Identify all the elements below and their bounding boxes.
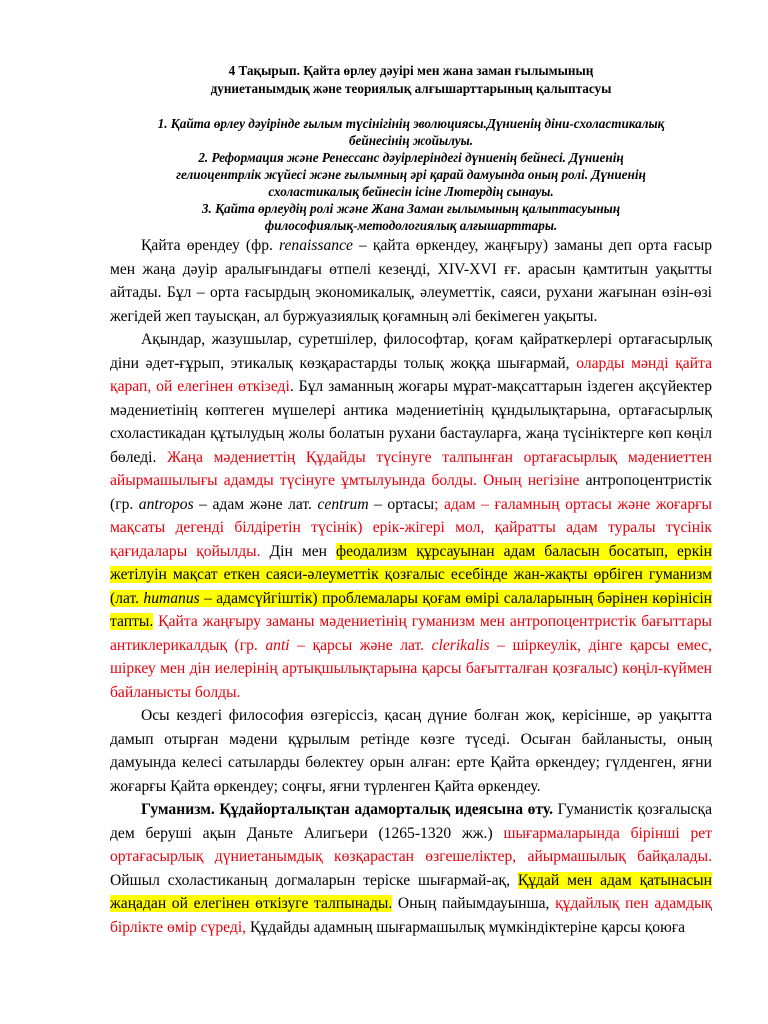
outline-line: 3. Қайта өрлеудің ролі және Жана Заман ғылымының қалыптасуының — [201, 201, 621, 216]
paragraph-3 — [110, 704, 712, 798]
red-italic-term: clerikalis — [431, 636, 490, 654]
red-italic-term: anti — [265, 636, 290, 654]
outline-line: гелиоцентрлік жүйесі және ғылымның әрі қарай дамуында оның ролі. Дүниенің — [176, 167, 646, 182]
text-run: . Бұл заманның жоғары мұрат-мақсаттарын іздеген ақсүйектер мәдениетінің көптеген мүшелері антика мәдениетінің құндылықтарына, ортағасырлық схоластикадан құтылудың жолы болатын рухани бастауларға, жаңа түсініктерге көп көңіл бөледі. — [110, 378, 713, 466]
red-text: оларды мәнді қайта қарап, ой елегінен өткізеді — [110, 354, 712, 395]
text-run: – ортасы — [368, 495, 435, 513]
italic-term: renaissance — [279, 237, 353, 254]
outline-line: 2. Реформация және Ренессанс дәуірлеріндегі дүниенің бейнесі. Дүниенің — [198, 150, 624, 165]
document-page — [110, 62, 712, 939]
red-text: – қарсы және лат. — [289, 636, 432, 654]
highlighted-italic-term: humanus — [143, 589, 200, 607]
text-run: Ақындар, жазушылар, суретшілер, философтар, қоғам қайраткерлері ортағасырлық діни әдет-ғұрып, этикалық көзқарастарды толық жоққа шығармай, — [110, 331, 712, 372]
red-text: – шіркеулік, дінге қарсы емес, шіркеу мен дін иелерінің артықшылықтарына қарсы бағытталған қозғалыс) көңіл-күймен байланысты болды. — [110, 636, 712, 701]
italic-term: centrum — [317, 495, 369, 513]
highlighted-text: Құдай мен адам қатынасын жаңадан ой елегінен өткізуге талпынады. — [110, 871, 712, 912]
paragraph-4 — [110, 798, 712, 939]
red-text: құдайлық пен адамдық бірлікте өмір сүреді, — [110, 895, 713, 936]
text-run: – қайта өркендеу, жаңғыру) заманы деп орта ғасыр мен жаңа дәуір аралығындағы өтпелі кезеңді, XIV-XVI ғғ. арасын қамтитын уақытты айтады. Бұл – орта ғасырдың экономикалық, әлеуметтік, саяси, рухани жағынан өзін-өзі жегідей жеп тауысқан, ал буржуазиялық қоғамның әлі бекімеген уақыты. — [110, 237, 712, 325]
text-run: Құдайды адамның шығармашылық мүмкіндіктеріне қарсы қоюға — [246, 918, 686, 936]
text-run: Оның пайымдауынша, — [392, 895, 556, 912]
text-run: Гуманистік қозғалысқа дем беруші ақын Даньте Алигьери (1265-1320 жж.) — [110, 801, 712, 842]
paragraph-1 — [110, 234, 712, 328]
italic-term: antropos — [138, 495, 194, 513]
text-run: антропоцентристік (гр. — [110, 472, 712, 513]
paragraph-2 — [110, 328, 712, 704]
outline-line: философиялық-методологиялық алғышарттары. — [264, 218, 558, 233]
red-text: Жаңа мәдениеттің Құдайды түсінуге талпынған ортағасырлық мәдениеттен айырмашылығы адамды түсінуге ұмтылуында болды. Оның негізіне — [110, 448, 713, 489]
highlighted-text: – адамсүйгіштік) проблемалары қоғам өмірі салаларының бәрінен көрінісін тапты. — [110, 589, 712, 630]
highlighted-text: феодализм құрсауынан адам баласын босатып, еркін жетілуін мақсат еткен саяси-әлеуметтік қозғалыс есебінде жан-жақты өрбіген гуманизм (лат. — [110, 542, 712, 607]
red-text: Қайта жаңғыру заманы мәдениетінің гуманизм мен антропоцентристік бағыттары антиклерикалдық (гр. — [110, 613, 712, 654]
outline-line: схоластикалық бейнесін ісіне Лютердің сынауы. — [268, 184, 554, 199]
text-run: Осы кездегі философия өзгеріссіз, қасаң дүние болған жоқ, керісінше, әр уақытта дамып отырған мәдени құрылым ретінде көзге түседі. Осыған байланысты, оның дамуында келесі сатыларды бөлектеу орын алған: ерте Қайта өркендеу; гүлденген, яғни жоғарғы Қайта өркендеу; соңғы, яғни түрленген Қайта өркендеу. — [110, 707, 712, 795]
text-run: Дін мен — [260, 542, 336, 560]
red-text: шығармаларында бірінші рет ортағасырлық дүниетанымдық көзқарастан өзгешеліктер, айырмашылық байқалады. — [110, 824, 712, 865]
title-line-2: дуниетанымдық және теориялық алғышарттарының қалыптасуы — [210, 81, 612, 96]
text-run: – адам және лат. — [193, 495, 318, 513]
page-title — [110, 62, 712, 98]
outline-line: 1. Қайта өрлеу дәуірінде ғылым түсінігінің эволюциясы.Дүниенің діни-схоластикалық — [157, 116, 665, 131]
topic-outline — [110, 115, 712, 234]
outline-line: бейнесінің жойылуы. — [348, 133, 474, 148]
red-text: ; адам – ғаламның ортасы және жоғарғы мақсаты дегенді білдіретін түсінік) ерік-жігері мол, қайратты адам туралы түсінік қағидалары қойылды. — [110, 495, 713, 560]
title-line-1: 4 Тақырып. Қайта өрлеу дәуірі мен жана заман ғылымының — [228, 63, 594, 78]
section-heading: Гуманизм. Құдайорталықтан адаморталық идеясына өту. — [141, 801, 554, 818]
text-run: Ойшыл схоластиканың догмаларын теріске шығармай-ақ, — [110, 871, 518, 889]
text-run: Қайта өрендеу (фр. — [141, 237, 279, 254]
